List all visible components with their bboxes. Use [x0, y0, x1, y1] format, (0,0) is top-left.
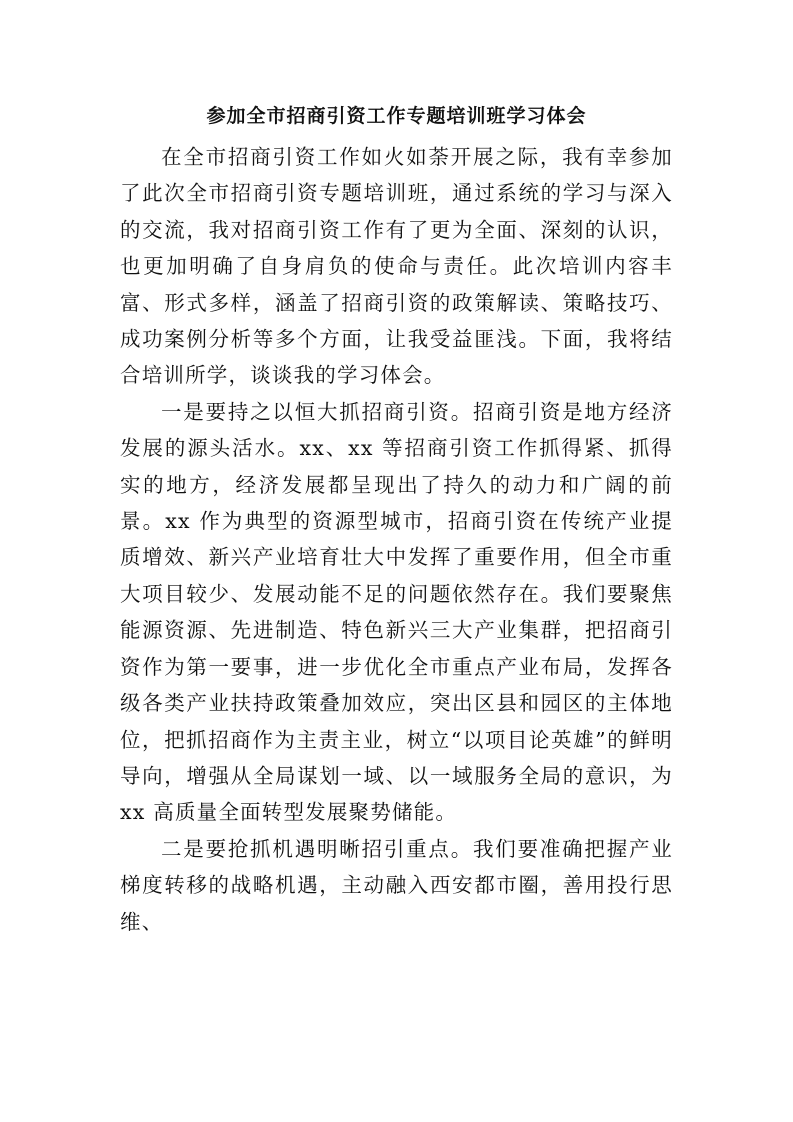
paragraph-point-two: 二是要抢抓机遇明晰招引重点。我们要准确把握产业梯度转移的战略机遇，主动融入西安都市圈，善用投行思维、: [120, 836, 673, 934]
document-body: [120, 139, 673, 940]
paragraph-intro: 在全市招商引资工作如火如荼开展之际，我有幸参加了此次全市招商引资专题培训班，通过系统的学习与深入的交流，我对招商引资工作有了更为全面、深刻的认识，也更加明确了自身肩负的使命与责任。此次培训内容丰富、形式多样，涵盖了招商引资的政策解读、策略技巧、成功案例分析等多个方面，让我受益匪浅。下面，我将结合培训所学，谈谈我的学习体会。: [120, 145, 673, 388]
document-title: 参加全市招商引资工作专题培训班学习体会: [206, 105, 587, 127]
paragraph-point-one: 一是要持之以恒大抓招商引资。招商引资是地方经济发展的源头活水。xx、xx 等招商引资工作抓得紧、抓得实的地方，经济发展都呈现出了持久的动力和广阔的前景。xx 作为典型的资源型城市，招商引资在传统产业提质增效、新兴产业培育壮大中发挥了重要作用，但全市重大项目较少、发展动能不足的问题依然存在。我们要聚焦能源资源、先进制造、特色新兴三大产业集群，把招商引资作为第一要事，进一步优化全市重点产业布局，发挥各级各类产业扶持政策叠加效应，突出区县和园区的主体地位，把抓招商作为主责主业，树立“以项目论英雄”的鲜明导向，增强从全局谋划一域、以一域服务全局的意识，为 xx 高质量全面转型发展聚势储能。: [120, 399, 673, 825]
